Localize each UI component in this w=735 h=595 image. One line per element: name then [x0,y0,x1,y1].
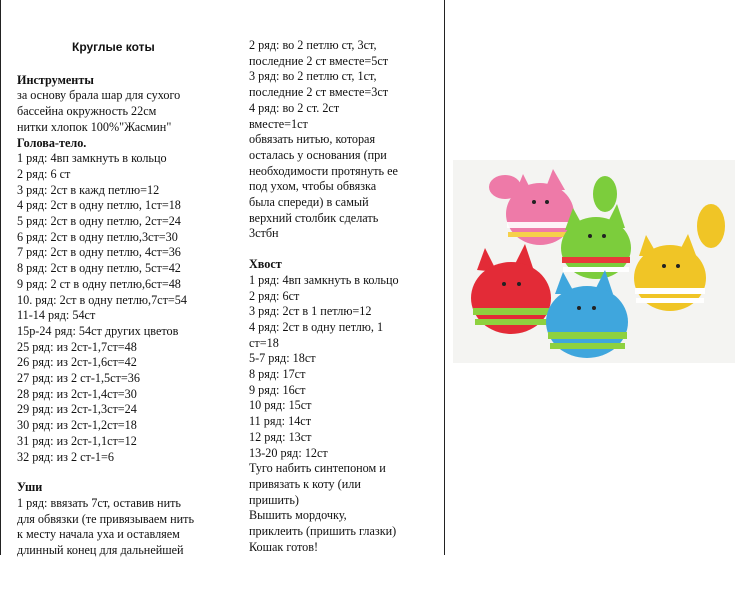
head-body-row: 30 ряд: из 2ст-1,2ст=18 [17,418,137,433]
ears-line: к месту начала уха и оставляем [17,527,180,542]
head-body-row: 11-14 ряд: 54ст [17,308,96,323]
head-body-heading: Голова-тело. [17,135,87,150]
ears-line: вместе=1ст [249,116,308,131]
eye-icon [502,282,506,286]
eye-icon [676,264,680,268]
spacer [249,242,439,257]
ears-line: 1 ряд: ввязать 7ст, оставив нить [17,495,181,510]
pink-cat-stripe [508,232,572,237]
tail-line: Кошак готов! [249,539,319,554]
head-body-row: 27 ряд: из 2 ст-1,5ст=36 [17,371,140,386]
tools-line: за основу брала шар для сухого [17,88,181,103]
head-body-row: 5 ряд: 2ст в одну петлю, 2ст=24 [17,214,181,229]
green-cat-tail [593,176,617,212]
tools-heading: Инструменты [17,72,94,87]
pink-cat-stripe [507,222,573,228]
ears-line: последние 2 ст вместе=3ст [249,85,389,100]
tools-line: нитки хлопок 100%"Жасмин" [17,119,172,134]
head-body-row: 4 ряд: 2ст в одну петлю, 1ст=18 [17,198,181,213]
eye-icon [588,234,592,238]
ears-line: была спереди) в самый [249,195,369,210]
head-body-row: 9 ряд: 2 ст в одну петлю,6ст=48 [17,276,181,291]
yellow-cat-tail [697,204,725,248]
tail-line: 9 ряд: 16ст [249,382,306,397]
column-divider [444,0,445,555]
head-body-row: 32 ряд: из 2 ст-1=6 [17,449,114,464]
recipe-title: Круглые коты [72,40,155,54]
ears-line: длинный конец для дальнейшей [17,543,184,558]
tail-line: приклеить (пришить глазки) [249,524,397,539]
tail-line: ст=18 [249,335,279,350]
head-body-row: 15р-24 ряд: 54ст других цветов [17,323,179,338]
head-body-row: 26 ряд: из 2ст-1,6ст=42 [17,355,137,370]
ears-heading: Уши [17,480,43,495]
head-body-row: 29 ряд: из 2ст-1,3ст=24 [17,402,137,417]
left-margin-line [0,0,1,555]
yellow-cat-stripe [635,288,705,294]
left-column [17,40,237,595]
ears-line: 3 ряд: во 2 петлю ст, 1ст, [249,69,377,84]
ears-line: 3стбн [249,226,279,241]
tail-line: 10 ряд: 15ст [249,398,312,413]
tail-line: 5-7 ряд: 18ст [249,351,316,366]
head-body-row: 25 ряд: из 2ст-1,7ст=48 [17,339,137,354]
head-body-row: 2 ряд: 6 ст [17,166,71,181]
head-body-row: 28 ряд: из 2ст-1,4ст=30 [17,386,137,401]
tools-line: бассейна окружность 22см [17,104,157,119]
head-body-row: 31 ряд: из 2ст-1,1ст=12 [17,433,137,448]
ears-line: обвязать нитью, которая [249,132,376,147]
blue-cat-stripe [548,332,627,339]
tail-line: 11 ряд: 14ст [249,414,312,429]
head-body-row: 7 ряд: 2ст в одну петлю, 4ст=36 [17,245,181,260]
eye-icon [517,282,521,286]
tail-line: 4 ряд: 2ст в одну петлю, 1 [249,319,384,334]
eye-icon [545,200,549,204]
red-cat-stripe [473,308,550,315]
tail-line: пришить) [249,492,299,507]
head-body-row: 1 ряд: 4вп замкнуть в кольцо [17,151,167,166]
yellow-cat-stripe [636,298,704,303]
ears-line: осталась у основания (при [249,147,387,162]
eye-icon [602,234,606,238]
ears-line: необходимости протянуть ее [249,163,398,178]
ears-line: 4 ряд: во 2 ст. 2ст [249,100,340,115]
ears-line: верхний столбик сделать [249,210,379,225]
tail-line: Вышить мордочку, [249,508,347,523]
tail-line: 2 ряд: 6ст [249,288,300,303]
green-cat-stripe [563,267,629,272]
tail-line: 13-20 ряд: 12ст [249,445,328,460]
tail-line: 1 ряд: 4вп замкнуть в кольцо [249,272,399,287]
tail-line: 8 ряд: 17ст [249,367,306,382]
spacer [17,465,237,480]
ears-line: 2 ряд: во 2 петлю ст, 3ст, [249,38,377,52]
middle-column [249,38,439,593]
tail-line: привязать к коту (или [249,476,361,491]
head-body-row: 10. ряд: 2ст в одну петлю,7ст=54 [17,292,187,307]
eye-icon [532,200,536,204]
ears-line: последние 2 ст вместе=5ст [249,53,389,68]
head-body-row: 6 ряд: 2ст в одну петлю,3ст=30 [17,229,178,244]
ears-line: под ухом, чтобы обвязка [249,179,377,194]
green-cat-stripe [562,257,630,263]
ears-line: для обвязки (те привязываем нить [17,511,195,526]
eye-icon [577,306,581,310]
crochet-cats-photo [453,160,735,363]
head-body-row: 3 ряд: 2ст в кажд петлю=12 [17,182,160,197]
blue-cat-stripe [550,343,625,349]
tail-heading: Хвост [249,257,282,272]
eye-icon [592,306,596,310]
tail-line: Туго набить синтепоном и [249,461,386,476]
red-cat-stripe [475,319,548,325]
tail-line: 3 ряд: 2ст в 1 петлю=12 [249,304,372,319]
eye-icon [662,264,666,268]
head-body-row: 8 ряд: 2ст в одну петлю, 5ст=42 [17,261,181,276]
tail-line: 12 ряд: 13ст [249,429,312,444]
